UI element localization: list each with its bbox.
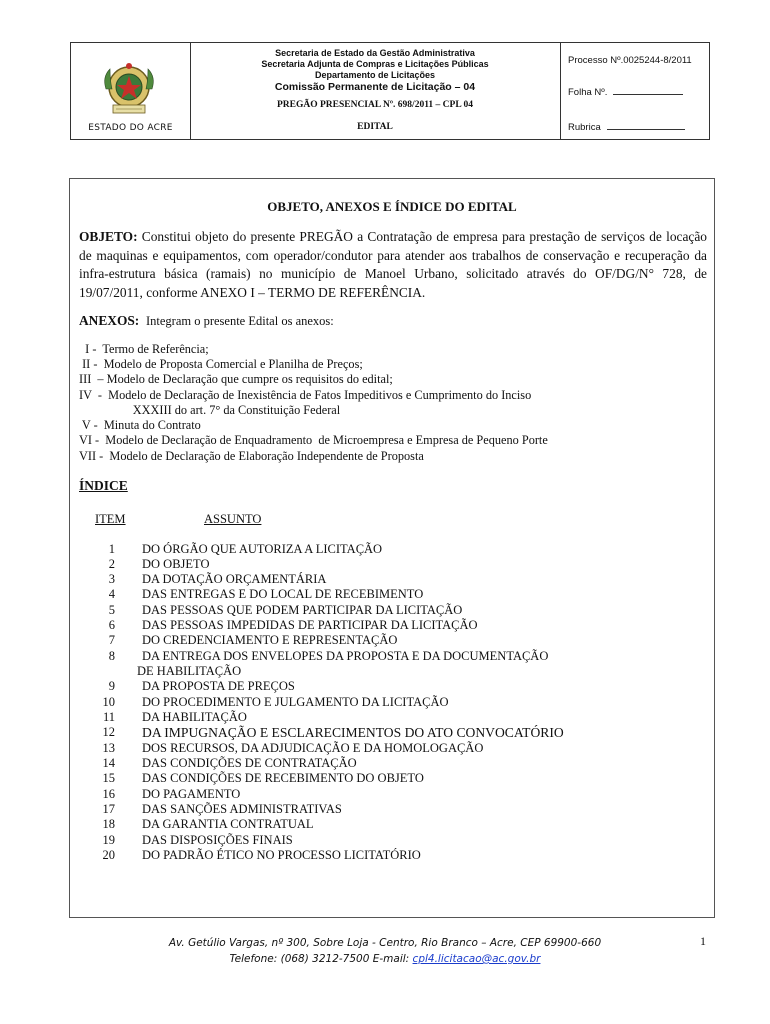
header-process-cell: [560, 43, 709, 139]
index-number: 9: [108, 679, 115, 693]
header-logo-cell: [71, 43, 191, 139]
objeto-label: OBJETO:: [79, 229, 138, 244]
index-number: 10: [102, 695, 115, 709]
annex-item-continuation: XXXIII do art. 7° da Constituição Federal: [102, 403, 341, 417]
anexos-paragraph: [79, 312, 707, 331]
index-row: [70, 817, 714, 832]
index-number: 18: [102, 817, 115, 831]
index-row: [70, 618, 714, 633]
index-heading: ÍNDICE: [79, 478, 128, 493]
annex-item: VI - Modelo de Declaração de Enquadramento de Microempresa e Empresa de Pequeno Porte: [79, 433, 548, 447]
rubrica-blank: [607, 121, 685, 130]
folha-blank: [613, 86, 683, 95]
annex-item: IV - Modelo de Declaração de Inexistência de Fatos Impeditivos e Cumprimento do Inciso: [79, 388, 532, 402]
index-subject: DA IMPUGNAÇÃO E ESCLARECIMENTOS DO ATO CONVOCATÓRIO: [142, 725, 564, 740]
content-box: [69, 178, 715, 918]
index-number: 4: [108, 587, 115, 601]
index-number: 7: [108, 633, 115, 647]
annex-item: III – Modelo de Declaração que cumpre os requisitos do edital;: [79, 372, 393, 386]
index-row: [70, 710, 714, 725]
objeto-text: Constitui objeto do presente PREGÃO a Contratação de empresa para prestação de serviços de locação de maquinas e equipamentos, com operador/condutor para atender aos trabalhos de conservação e recuperação da infra-estrutura básica (ramais) no município de Manoel Urbano, solicitado através do OF/DG/N° 728, de 19/07/2011, conforme ANEXO I – TERMO DE REFERÊNCIA.: [79, 229, 707, 300]
index-subject: DAS PESSOAS IMPEDIDAS DE PARTICIPAR DA LICITAÇÃO: [142, 618, 478, 632]
annex-item: VII - Modelo de Declaração de Elaboração Independente de Proposta: [79, 449, 424, 463]
index-number: 14: [102, 756, 115, 770]
anexos-text: Integram o presente Edital os anexos:: [145, 314, 334, 328]
index-subject: DO PADRÃO ÉTICO NO PROCESSO LICITATÓRIO: [142, 848, 421, 862]
index-number: 6: [108, 618, 115, 632]
index-row-continuation: DE HABILITAÇÃO: [137, 664, 242, 678]
anexos-label: ANEXOS:: [79, 313, 140, 328]
header-departamento: Departamento de Licitações: [314, 70, 436, 80]
index-subject: DAS PESSOAS QUE PODEM PARTICIPAR DA LICITAÇÃO: [142, 603, 463, 617]
index-row: [70, 833, 714, 848]
rubrica-field: [568, 121, 685, 133]
page-number: 1: [700, 934, 706, 948]
header-comissao: Comissão Permanente de Licitação – 04: [274, 81, 476, 93]
folha-field: [568, 86, 683, 98]
index-row: [70, 741, 714, 756]
header-title-cell: [190, 43, 561, 139]
index-number: 1: [108, 542, 115, 556]
index-number: 3: [108, 572, 115, 586]
index-number: 12: [102, 725, 115, 739]
index-number: 11: [102, 710, 115, 724]
index-number: 19: [102, 833, 115, 847]
footer-address: Av. Getúlio Vargas, nº 300, Sobre Loja - Centro, Rio Branco – Acre, CEP 69900-660: [168, 937, 602, 949]
header-secretaria-adjunta: Secretaria Adjunta de Compras e Licitações Públicas: [261, 59, 489, 69]
index-subject: DA PROPOSTA DE PREÇOS: [142, 679, 295, 693]
index-subject: DO OBJETO: [142, 557, 210, 571]
index-subject: DAS CONDIÇÕES DE CONTRATAÇÃO: [142, 756, 357, 770]
index-row: [70, 771, 714, 786]
folha-label: Folha Nº.: [568, 87, 608, 98]
index-col-item: ITEM: [95, 512, 126, 526]
header-pregao: PREGÃO PRESENCIAL Nº. 698/2011 – CPL 04: [276, 100, 474, 110]
index-row: [70, 756, 714, 771]
index-row: [70, 649, 714, 664]
index-subject: DAS DISPOSIÇÕES FINAIS: [142, 833, 293, 847]
header-edital: EDITAL: [357, 122, 393, 132]
index-row: [70, 679, 714, 694]
footer-contact: [0, 951, 770, 967]
state-crest-icon: [98, 59, 160, 121]
index-subject: DAS SANÇÕES ADMINISTRATIVAS: [142, 802, 342, 816]
index-number: 8: [108, 649, 115, 663]
index-subject: DOS RECURSOS, DA ADJUDICAÇÃO E DA HOMOLOGAÇÃO: [142, 741, 484, 755]
index-subject: DAS ENTREGAS E DO LOCAL DE RECEBIMENTO: [142, 587, 424, 601]
index-col-assunto: ASSUNTO: [204, 512, 262, 526]
index-number: 15: [102, 771, 115, 785]
annex-item: I - Termo de Referência;: [79, 342, 209, 356]
index-subject: DO PROCEDIMENTO E JULGAMENTO DA LICITAÇÃO: [142, 695, 449, 709]
header-secretaria: Secretaria de Estado da Gestão Administrativa: [275, 48, 475, 58]
index-row: [70, 848, 714, 863]
index-number: 13: [102, 741, 115, 755]
document-header: [70, 42, 710, 140]
index-number: 20: [102, 848, 115, 862]
page-title: OBJETO, ANEXOS E ÍNDICE DO EDITAL: [267, 199, 517, 214]
index-row: [70, 542, 714, 557]
index-row: [70, 787, 714, 802]
state-name: ESTADO DO ACRE: [88, 123, 173, 133]
index-row: [70, 695, 714, 710]
index-row: [70, 572, 714, 587]
index-subject: DO PAGAMENTO: [142, 787, 241, 801]
index-subject: DO CREDENCIAMENTO E REPRESENTAÇÃO: [142, 633, 398, 647]
index-row: [70, 557, 714, 572]
index-row: [70, 802, 714, 817]
index-subject: DAS CONDIÇÕES DE RECEBIMENTO DO OBJETO: [142, 771, 424, 785]
index-subject: DA DOTAÇÃO ORÇAMENTÁRIA: [142, 572, 327, 586]
footer-phone: Telefone: (068) 3212-7500 E-mail:: [229, 953, 410, 965]
index-subject: DA GARANTIA CONTRATUAL: [142, 817, 314, 831]
annex-item: II - Modelo de Proposta Comercial e Planilha de Preços;: [79, 357, 363, 371]
index-subject: DA ENTREGA DOS ENVELOPES DA PROPOSTA E DA DOCUMENTAÇÃO: [142, 649, 549, 663]
index-row: [70, 633, 714, 648]
page-footer: [0, 935, 770, 967]
index-row: [70, 603, 714, 618]
footer-email-link[interactable]: cpl4.licitacao@ac.gov.br: [412, 953, 541, 965]
index-number: 16: [102, 787, 115, 801]
index-number: 17: [102, 802, 115, 816]
index-subject: DO ÓRGÃO QUE AUTORIZA A LICITAÇÃO: [142, 542, 383, 556]
annex-item: V - Minuta do Contrato: [79, 418, 201, 432]
index-row: [70, 587, 714, 602]
index-subject: DA HABILITAÇÃO: [142, 710, 247, 724]
index-number: 5: [108, 603, 115, 617]
objeto-paragraph: [79, 228, 707, 302]
rubrica-label: Rubrica: [568, 122, 601, 133]
index-number: 2: [108, 557, 115, 571]
index-row: [70, 725, 714, 740]
processo-number: Processo Nº.0025244-8/2011: [568, 55, 692, 66]
